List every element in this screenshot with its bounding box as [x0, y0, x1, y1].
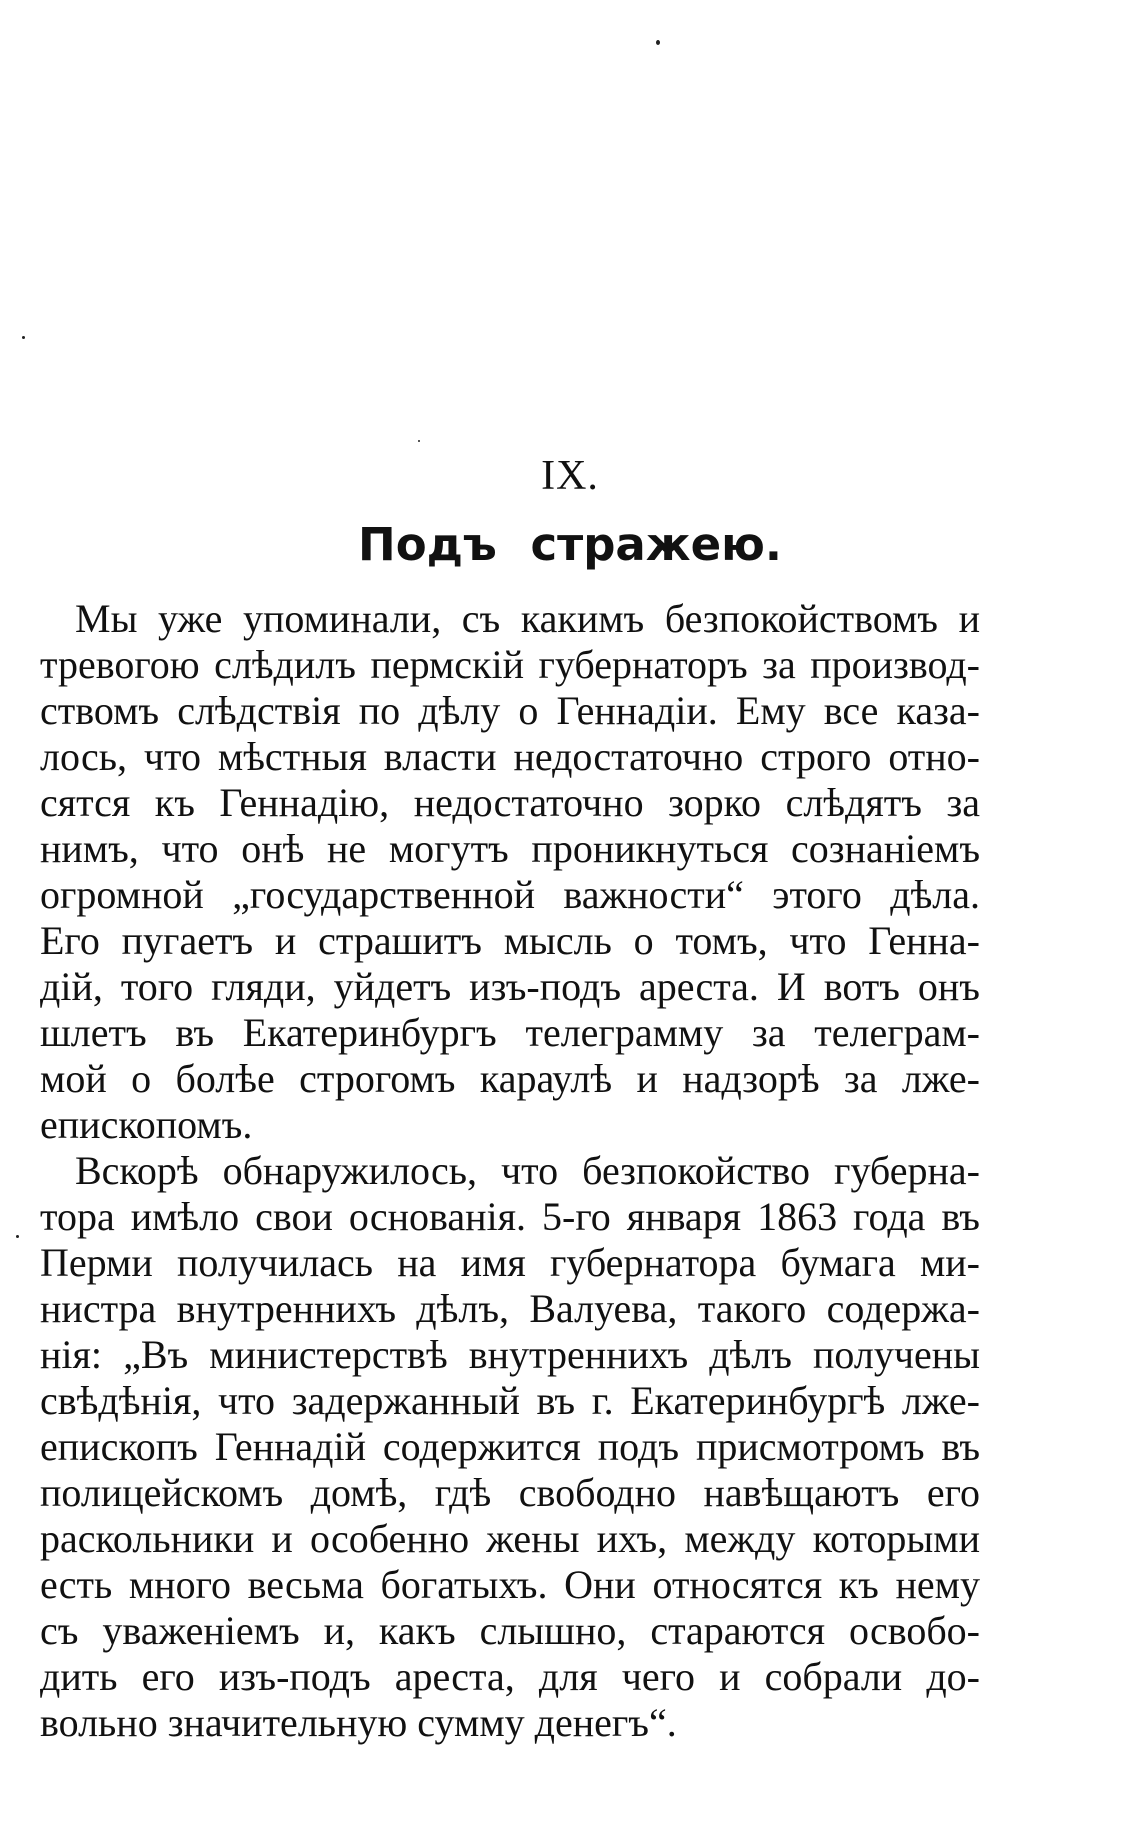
- text-line: епископъ Геннадій содержится подъ присмотромъ въ: [40, 1424, 980, 1469]
- text-line: свѣдѣнія, что задержанный въ г. Екатеринбургѣ лже-: [40, 1378, 980, 1423]
- text-line: Вскорѣ обнаружилось, что безпокойство губерна-: [75, 1148, 980, 1193]
- text-line: дить его изъ-подъ ареста, для чего и собрали до-: [40, 1654, 980, 1699]
- text-line: лось, что мѣстныя власти недостаточно строго отно-: [40, 734, 980, 779]
- text-line: сятся къ Геннадію, недостаточно зорко слѣдятъ за: [40, 780, 980, 825]
- text-line: епископомъ.: [40, 1102, 253, 1147]
- text-line: шлетъ въ Екатеринбургъ телеграмму за телеграм-: [40, 1010, 980, 1055]
- text-line: тора имѣло свои основанія. 5-го января 1863 года въ: [40, 1194, 980, 1239]
- chapter-number: IX.: [541, 453, 599, 499]
- text-line: нимъ, что онѣ не могутъ проникнуться сознаніемъ: [40, 826, 980, 871]
- chapter-title: Подъ стражею.: [358, 518, 782, 571]
- print-speck: [22, 336, 25, 339]
- print-speck: [16, 1235, 19, 1238]
- text-line: полицейскомъ домѣ, гдѣ свободно навѣщаютъ его: [40, 1470, 980, 1515]
- text-line: огромной „государственной важности“ этого дѣла.: [40, 872, 980, 917]
- text-line: Мы уже упоминали, съ какимъ безпокойствомъ и: [75, 596, 980, 641]
- text-line: ствомъ слѣдствія по дѣлу о Геннадіи. Ему все каза-: [40, 688, 980, 733]
- print-speck: [418, 440, 420, 442]
- text-line: дій, того гляди, уйдетъ изъ-подъ ареста. И вотъ онъ: [40, 964, 980, 1009]
- text-line: вольно значительную сумму денегъ“.: [40, 1700, 677, 1745]
- text-line: нія: „Въ министерствѣ внутреннихъ дѣлъ получены: [40, 1332, 980, 1377]
- text-line: Его пугаетъ и страшитъ мысль о томъ, что Генна-: [40, 918, 980, 963]
- print-speck: [656, 40, 660, 45]
- text-line: тревогою слѣдилъ пермскій губернаторъ за производ-: [40, 642, 980, 687]
- text-line: есть много весьма богатыхъ. Они относятся къ нему: [40, 1562, 980, 1607]
- text-line: Перми получилась на имя губернатора бумага ми-: [40, 1240, 980, 1285]
- text-line: раскольники и особенно жены ихъ, между которыми: [40, 1516, 980, 1561]
- text-line: мой о болѣе строгомъ караулѣ и надзорѣ за лже-: [40, 1056, 980, 1101]
- text-line: съ уваженіемъ и, какъ слышно, стараются освобо-: [40, 1608, 980, 1653]
- text-line: нистра внутреннихъ дѣлъ, Валуева, такого содержа-: [40, 1286, 980, 1331]
